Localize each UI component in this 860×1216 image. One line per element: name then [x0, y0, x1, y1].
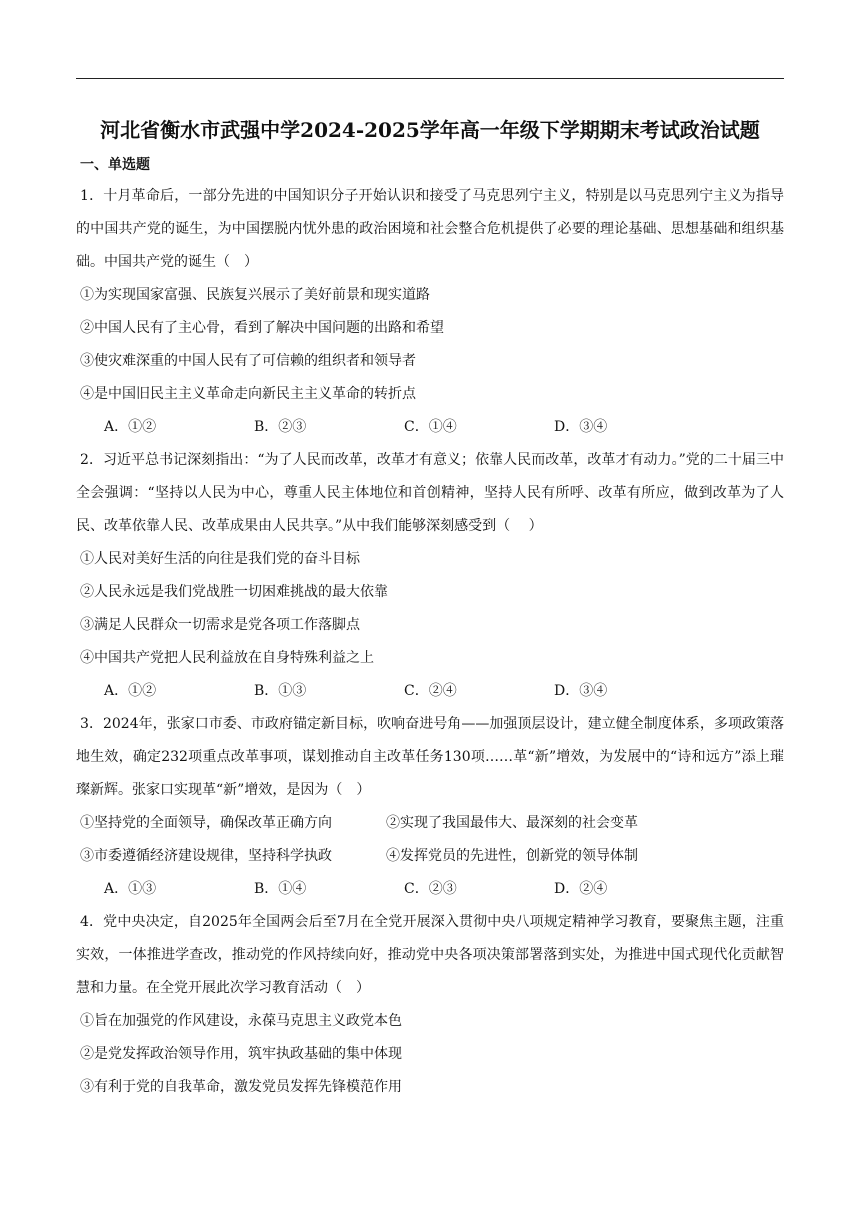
question-2-option-c: C．②④ — [404, 683, 457, 699]
question-2-option-a: A．①② — [104, 683, 157, 699]
question-4-statement-3: ③有利于党的自我革命，激发党员发挥先锋模范作用 — [80, 1079, 402, 1095]
question-2 — [76, 444, 784, 708]
question-3-statement-1: ①坚持党的全面领导，确保改革正确方向 — [80, 815, 332, 831]
question-4-statement-1: ①旨在加强党的作风建设，永葆马克思主义政党本色 — [80, 1013, 402, 1029]
question-3-option-c: C．②③ — [404, 881, 457, 897]
question-1-statement-1: ①为实现国家富强、民族复兴展示了美好前景和现实道路 — [80, 287, 430, 303]
question-2-stem: 2．习近平总书记深刻指出：“为了人民而改革，改革才有意义；依靠人民而改革，改革才有动力。”党的二十届三中全会强调：“坚持以人民为中心，尊重人民主体地位和首创精神，坚持人民有所呼、改革有所应，做到改革为了人民、改革依靠人民、改革成果由人民共享。”从中我们能够深刻感受到（ ） — [76, 452, 784, 534]
question-2-option-b: B．①③ — [254, 683, 307, 699]
question-3-statement-row-2 — [80, 840, 784, 873]
question-1-statement-3: ③使灾难深重的中国人民有了可信赖的组织者和领导者 — [80, 353, 416, 369]
question-4-stem: 4．党中央决定，自2025年全国两会后至7月在全党开展深入贯彻中央八项规定精神学习教育，要聚焦主题，注重实效，一体推进学查改，推动党的作风持续向好，推动党中央各项决策部署落到实处，为推进中国式现代化贡献智慧和力量。在全党开展此次学习教育活动（ ） — [76, 914, 784, 996]
question-3-statement-2: ②实现了我国最伟大、最深刻的社会变革 — [386, 815, 638, 831]
question-3-statement-row-1 — [80, 807, 784, 840]
exam-page — [76, 108, 784, 1104]
header-rule — [76, 78, 784, 79]
question-3-option-b: B．①④ — [254, 881, 307, 897]
question-3-statement-4: ④发挥党员的先进性，创新党的领导体制 — [386, 848, 638, 864]
question-3-option-a: A．①③ — [104, 881, 157, 897]
question-3 — [76, 708, 784, 906]
question-1-option-d: D．③④ — [554, 419, 608, 435]
question-3-statement-3: ③市委遵循经济建设规律，坚持科学执政 — [80, 848, 332, 864]
question-1-statement-4: ④是中国旧民主主义革命走向新民主主义革命的转折点 — [80, 386, 416, 402]
question-4-statement-2: ②是党发挥政治领导作用，筑牢执政基础的集中体现 — [80, 1046, 402, 1062]
question-4 — [76, 906, 784, 1104]
question-2-statement-1: ①人民对美好生活的向往是我们党的奋斗目标 — [80, 551, 360, 567]
question-3-option-d: D．②④ — [554, 881, 608, 897]
document-title: 河北省衡水市武强中学2024-2025学年高一年级下学期期末考试政治试题 — [100, 118, 760, 142]
question-1-stem: 1．十月革命后，一部分先进的中国知识分子开始认识和接受了马克思列宁主义，特别是以马克思列宁主义为指导的中国共产党的诞生，为中国摆脱内忧外患的政治困境和社会整合危机提供了必要的理论基础、思想基础和组织基础。中国共产党的诞生（ ） — [76, 188, 784, 270]
question-1-option-c: C．①④ — [404, 419, 457, 435]
question-2-options — [104, 675, 784, 708]
question-2-option-d: D．③④ — [554, 683, 608, 699]
question-1 — [76, 180, 784, 444]
question-2-statement-2: ②人民永远是我们党战胜一切困难挑战的最大依靠 — [80, 584, 388, 600]
question-1-option-b: B．②③ — [254, 419, 307, 435]
question-3-options — [104, 873, 784, 906]
question-1-statement-2: ②中国人民有了主心骨，看到了解决中国问题的出路和希望 — [80, 320, 444, 336]
question-2-statement-4: ④中国共产党把人民利益放在自身特殊利益之上 — [80, 650, 374, 666]
question-3-stem: 3．2024年，张家口市委、市政府锚定新目标，吹响奋进号角——加强顶层设计，建立健全制度体系，多项政策落地生效，确定232项重点改革事项，谋划推动自主改革任务130项……革“新”增效，为发展中的“诗和远方”添上璀璨新辉。张家口实现革“新”增效，是因为（ ） — [76, 716, 784, 798]
question-2-statement-3: ③满足人民群众一切需求是党各项工作落脚点 — [80, 617, 360, 633]
question-1-options — [104, 411, 784, 444]
section-heading: 一、单选题 — [80, 157, 150, 173]
question-1-option-a: A．①② — [104, 419, 157, 435]
